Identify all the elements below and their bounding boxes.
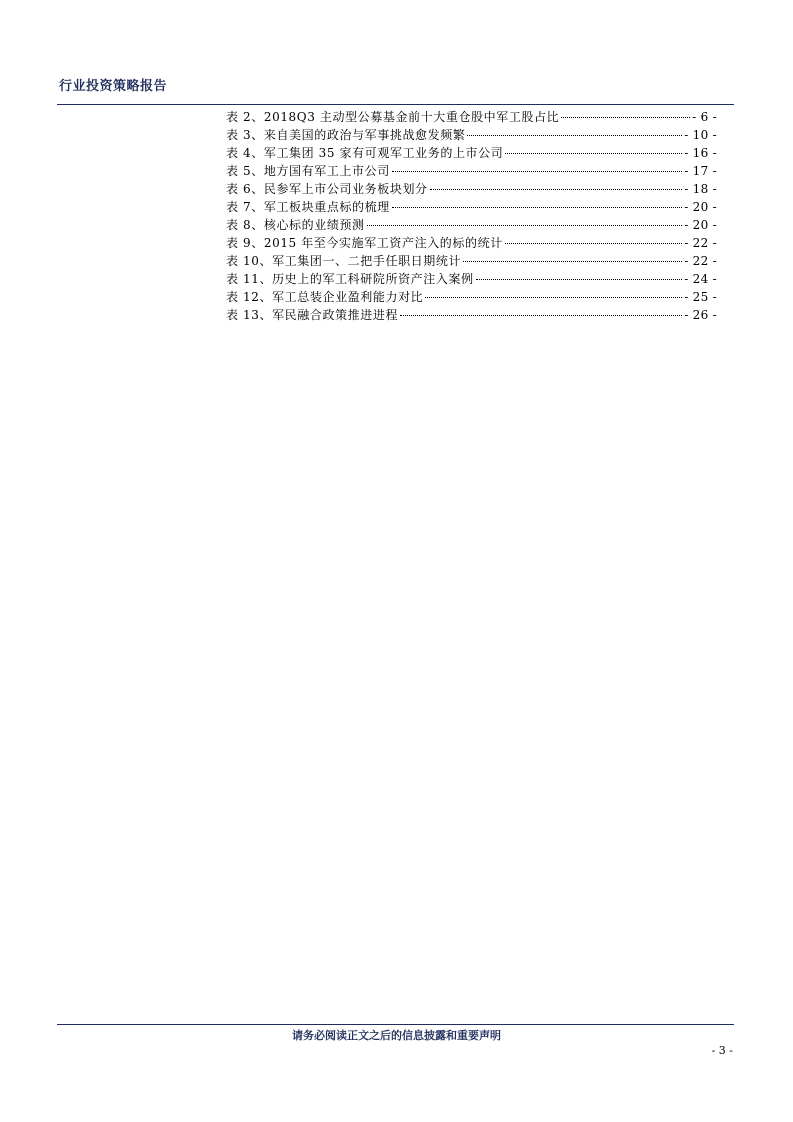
toc-entry-page: - 20 - bbox=[684, 218, 717, 232]
toc-entry[interactable] bbox=[226, 126, 717, 144]
toc-entry[interactable] bbox=[226, 306, 717, 324]
toc-entry-page: - 16 - bbox=[684, 146, 717, 160]
toc-dot-leader bbox=[561, 116, 690, 118]
toc-entry[interactable] bbox=[226, 234, 717, 252]
toc-entry-page: - 17 - bbox=[684, 164, 717, 178]
toc-entry-label: 表 8、核心标的业绩预测 bbox=[226, 218, 365, 232]
toc-dot-leader bbox=[476, 278, 683, 280]
toc-entry-label: 表 5、地方国有军工上市公司 bbox=[226, 164, 390, 178]
toc-dot-leader bbox=[425, 296, 682, 298]
header-divider bbox=[57, 104, 734, 105]
toc-dot-leader bbox=[392, 206, 682, 208]
toc-dot-leader bbox=[463, 260, 682, 262]
toc-entry-page: - 22 - bbox=[684, 236, 717, 250]
toc-entry-label: 表 12、军工总装企业盈利能力对比 bbox=[226, 290, 424, 304]
toc-entry[interactable] bbox=[226, 270, 717, 288]
toc-entry[interactable] bbox=[226, 216, 717, 234]
footer-disclaimer: 请务必阅读正文之后的信息披露和重要声明 bbox=[292, 1029, 501, 1042]
toc-entry-page: - 18 - bbox=[684, 182, 717, 196]
toc-entry-label: 表 11、历史上的军工科研院所资产注入案例 bbox=[226, 272, 474, 286]
toc-entry-label: 表 13、军民融合政策推进进程 bbox=[226, 308, 399, 322]
toc-entry[interactable] bbox=[226, 144, 717, 162]
toc-entry-page: - 10 - bbox=[684, 128, 717, 142]
toc-entry-page: - 26 - bbox=[684, 308, 717, 322]
toc-entry[interactable] bbox=[226, 162, 717, 180]
toc-dot-leader bbox=[430, 188, 683, 190]
toc-entry[interactable] bbox=[226, 108, 717, 126]
toc-entry-label: 表 4、军工集团 35 家有可观军工业务的上市公司 bbox=[226, 146, 504, 160]
toc-entry[interactable] bbox=[226, 252, 717, 270]
toc-entry-page: - 22 - bbox=[684, 254, 717, 268]
toc-entry-label: 表 6、民参军上市公司业务板块划分 bbox=[226, 182, 428, 196]
table-of-contents bbox=[226, 108, 717, 324]
toc-entry-page: - 6 - bbox=[692, 110, 717, 124]
toc-dot-leader bbox=[467, 134, 682, 136]
toc-dot-leader bbox=[505, 242, 682, 244]
page-number: - 3 - bbox=[711, 1044, 733, 1057]
toc-entry-page: - 24 - bbox=[684, 272, 717, 286]
toc-dot-leader bbox=[367, 224, 683, 226]
toc-entry[interactable] bbox=[226, 288, 717, 306]
toc-entry-label: 表 2、2018Q3 主动型公募基金前十大重仓股中军工股占比 bbox=[226, 110, 560, 124]
toc-entry-label: 表 10、军工集团一、二把手任职日期统计 bbox=[226, 254, 462, 268]
toc-entry-page: - 25 - bbox=[684, 290, 717, 304]
toc-entry-label: 表 9、2015 年至今实施军工资产注入的标的统计 bbox=[226, 236, 503, 250]
toc-entry-label: 表 3、来自美国的政治与军事挑战愈发频繁 bbox=[226, 128, 466, 142]
footer-divider bbox=[57, 1024, 734, 1025]
toc-dot-leader bbox=[392, 170, 682, 172]
toc-entry[interactable] bbox=[226, 180, 717, 198]
toc-entry[interactable] bbox=[226, 198, 717, 216]
toc-dot-leader bbox=[505, 152, 682, 154]
toc-entry-page: - 20 - bbox=[684, 200, 717, 214]
toc-entry-label: 表 7、军工板块重点标的梳理 bbox=[226, 200, 390, 214]
toc-dot-leader bbox=[400, 314, 682, 316]
report-type-title: 行业投资策略报告 bbox=[59, 79, 168, 94]
